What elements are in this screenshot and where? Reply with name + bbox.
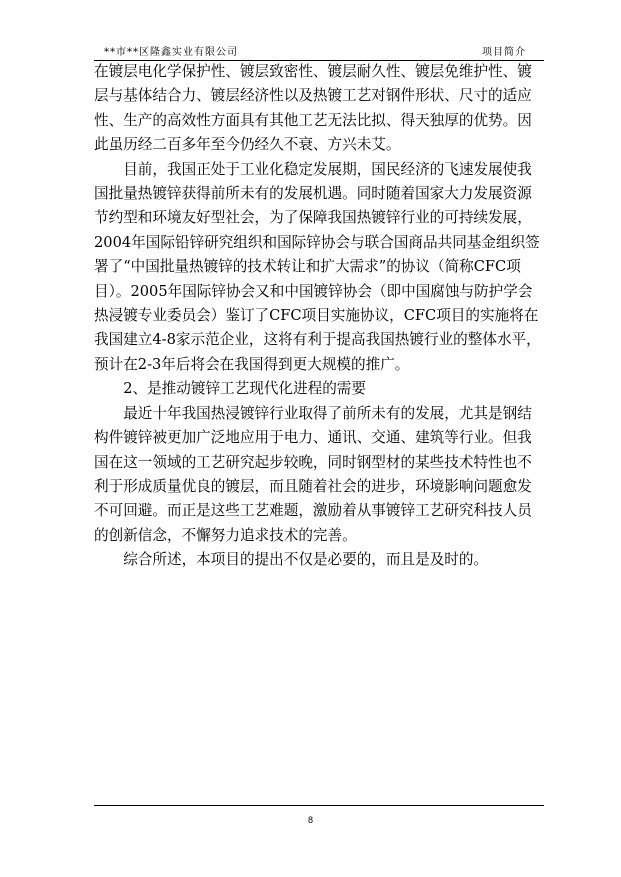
- page-number: 8: [307, 815, 313, 825]
- paragraph-conclusion: 综合所述，本项目的提出不仅是必要的，而且是及时的。: [123, 551, 489, 569]
- section-heading-modernization: 2、是推动镀锌工艺现代化进程的需要: [123, 380, 366, 398]
- footer-divider: [94, 805, 544, 806]
- document-body: [94, 60, 546, 573]
- header-company-name: **市**区隆鑫实业有限公司: [104, 47, 238, 58]
- paragraph-current-development: 目前，我国正处于工业化稳定发展期，国民经济的飞速发展使我国批量热镀锌获得前所未有的发展机遇。同时随着国家大力发展资源节约型和环境友好型社会，为了保障我国热镀锌行业的可持续发展，2004年国际铅锌研究组织和国际锌协会与联合国商品共同基金组织签署了“中国批量热镀锌的技术转让和扩大需求”的协议（简称CFC项目）。2005年国际锌协会又和中国镀锌协会（即中国腐蚀与防护学会热浸镀专业委员会）鉴订了CFC项目实施协议，CFC项目的实施将在我国建立4-8家示范企业，这将有利于提高我国热镀行业的整体水平，预计在2-3年后将会在我国得到更大规模的推广。: [94, 160, 541, 373]
- paragraph-coating-advantages: 在镀层电化学保护性、镀层致密性、镀层耐久性、镀层免维护性、镀层与基体结合力、镀层经济性以及热镀工艺对钢件形状、尺寸的适应性、生产的高效性方面具有其他工艺无法比拟、得天独厚的优势。因此虽历经二百多年至今仍经久不衰、方兴未艾。: [94, 63, 532, 154]
- paragraph-industry-progress: 最近十年我国热浸镀锌行业取得了前所未有的发展，尤其是钢结构件镀锌被更加广泛地应用于电力、通讯、交通、建筑等行业。但我国在这一领域的工艺研究起步较晚，同时钢型材的某些技术特性也不利于形成质量优良的镀层，而且随着社会的进步，环境影响问题愈发不可回避。而正是这些工艺难题，激励着从事镀锌工艺研究科技人员的创新信念，不懈努力追求技术的完善。: [94, 404, 532, 544]
- header-document-type: 项目简介: [482, 47, 526, 58]
- page-header: [94, 40, 544, 61]
